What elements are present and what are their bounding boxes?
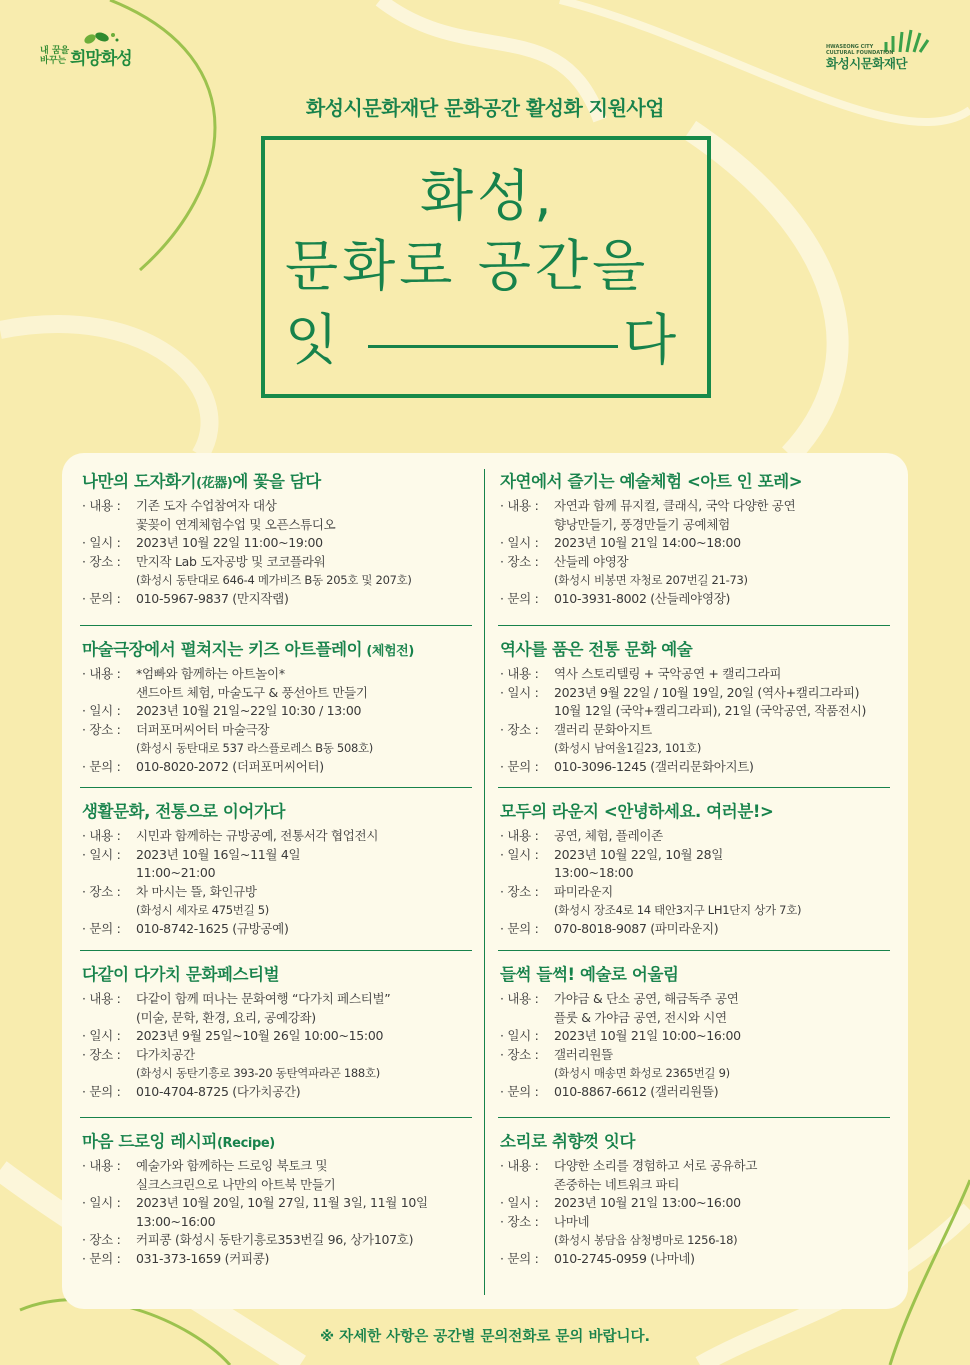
program-address: (화성시 세자로 475번길 5) (136, 903, 269, 917)
program-detail-row: · 장소 :나마네 (500, 1213, 590, 1229)
program-title: 생활문화, 전통으로 이어가다 (82, 802, 286, 821)
section-divider (498, 950, 890, 951)
program-detail-row: · 일시 :2023년 10월 21일~22일 10:30 / 13:00 (82, 703, 362, 718)
program-detail-row: · 일시 :2023년 10월 16일~11월 4일 (82, 846, 301, 862)
page-subtitle: 화성시문화재단 문화공간 활성화 지원사업 (305, 96, 665, 120)
program-detail-row: · 내용 :자연과 함께 뮤지컬, 클래식, 국악 다양한 공연 (500, 498, 796, 513)
program-detail-row: · 장소 :더퍼포머씨어터 마술극장 (82, 721, 270, 737)
program-detail-row: · 문의 :010-2745-0959 (나마네) (500, 1250, 695, 1266)
program-detail-continuation: 향낭만들기, 풍경만들기 공예체험 (554, 516, 730, 532)
program-detail-continuation: 11:00~21:00 (136, 865, 216, 880)
program-detail-row: · 일시 :2023년 10월 20일, 10월 27일, 11월 3일, 11월 10일 (82, 1195, 428, 1210)
program-detail-continuation: 존중하는 네트워크 파티 (554, 1176, 680, 1192)
program-detail-row: · 내용 :다같이 함께 떠나는 문화여행 “다가치 페스티벌” (82, 991, 391, 1006)
hope-hwaseong-logo (40, 30, 136, 70)
program-title: 자연에서 즐기는 예술체험 <아트 인 포레> (500, 472, 803, 491)
section-divider (80, 625, 472, 626)
program-card (82, 797, 487, 938)
program-detail-row: · 내용 :공연, 체험, 플레이존 (500, 828, 663, 843)
program-detail-row: · 내용 :역사 스토리텔링 + 국악공연 + 캘리그라피 (500, 666, 782, 681)
program-card (500, 960, 905, 1101)
program-detail-row: · 일시 :2023년 10월 22일, 10월 28일 (500, 846, 724, 862)
program-detail-row: · 문의 :010-5967-9837 (만지작랩) (82, 590, 289, 606)
program-card (500, 635, 905, 776)
program-detail-continuation: (미술, 문학, 환경, 요리, 공예강좌) (136, 1009, 316, 1025)
program-detail-row: · 장소 :만지작 Lab 도자공방 및 코코플라워 (82, 553, 326, 569)
program-address: (화성시 매송면 화성로 2365번길 9) (554, 1066, 730, 1080)
program-address: (화성시 비봉면 자청로 207번길 21-73) (554, 573, 748, 587)
program-detail-row: · 일시 :2023년 10월 21일 13:00~16:00 (500, 1195, 741, 1210)
program-detail-continuation: 꽃꽂이 연계체험수업 및 오픈스튜디오 (136, 516, 336, 532)
program-detail-continuation: 실크스크린으로 나만의 아트북 만들기 (136, 1176, 336, 1192)
program-card (82, 960, 487, 1101)
program-detail-row: · 내용 :시민과 함께하는 규방공예, 전통서각 협업전시 (82, 828, 379, 843)
program-detail-row: · 일시 :2023년 10월 21일 14:00~18:00 (500, 535, 741, 550)
logo-right-name: 화성시문화재단 (826, 56, 908, 71)
program-card (500, 467, 905, 608)
program-detail-continuation: 플룻 & 가야금 공연, 전시와 시연 (554, 1009, 727, 1025)
program-address: (화성시 장조4로 14 태안3지구 LH1단지 상가 7호) (554, 903, 802, 917)
program-detail-row: · 문의 :031-373-1659 (커피콩) (82, 1250, 270, 1266)
title-line-3-right: 다 (623, 308, 681, 372)
program-detail-continuation: 10월 12일 (국악+캘리그라피), 21일 (국악공연, 작품전시) (554, 703, 867, 718)
program-detail-row: · 일시 :2023년 10월 21일 10:00~16:00 (500, 1028, 741, 1043)
logo-left-tagline: 내 꿈을 바꾸는 (40, 46, 70, 66)
logo-left-name: 희망화성 (70, 49, 132, 69)
section-divider (498, 787, 890, 788)
program-address: (화성시 봉담읍 삼청병마로 1256-18) (554, 1233, 738, 1247)
program-detail-row: · 일시 :2023년 10월 22일 11:00~19:00 (82, 535, 323, 550)
title-line-2: 문화로 공간을 (285, 234, 650, 298)
program-detail-row: · 내용 :가야금 & 단소 공연, 해금독주 공연 (500, 991, 739, 1006)
section-divider (498, 625, 890, 626)
program-detail-row: · 문의 :010-3096-1245 (갤러리문화아지트) (500, 758, 754, 774)
title-dash-line (368, 345, 618, 348)
program-detail-row: · 문의 :010-8867-6612 (갤러리원뜰) (500, 1083, 719, 1099)
program-title: 소리로 취향껏 잇다 (500, 1132, 636, 1151)
program-detail-row: · 장소 :차 마시는 뜰, 화인규방 (82, 883, 257, 899)
program-detail-row: · 장소 :산들레 야영장 (500, 553, 629, 569)
section-divider (498, 1117, 890, 1118)
program-detail-row: · 문의 :010-3931-8002 (산들레야영장) (500, 590, 731, 606)
program-title: 들썩 들썩! 예술로 어울림 (500, 965, 679, 984)
program-detail-row: · 일시 :2023년 9월 22일 / 10월 19일, 20일 (역사+캘리그라피) (500, 684, 860, 700)
footer-note: ※ 자세한 사항은 공간별 문의전화로 문의 바랍니다. (319, 1329, 651, 1345)
program-detail-row: · 내용 :예술가와 함께하는 드로잉 북토크 및 (82, 1158, 328, 1173)
programs-panel (62, 453, 908, 1309)
program-detail-row: · 내용 :*엄빠와 함께하는 아트놀이* (82, 666, 285, 681)
title-line-1: 화성, (420, 164, 556, 228)
program-card (82, 467, 487, 608)
program-detail-row: · 장소 :커피콩 (화성시 동탄기흥로353번길 96, 상가107호) (82, 1232, 414, 1247)
program-card (82, 1127, 487, 1268)
program-address: (화성시 동탄대로 537 라스플로레스 B동 508호) (136, 741, 373, 755)
program-title: 마음 드로잉 레시피(Recipe) (82, 1132, 275, 1151)
program-detail-row: · 장소 :다가치공간 (82, 1046, 195, 1062)
program-detail-continuation: 13:00~18:00 (554, 865, 634, 880)
program-card (500, 1127, 905, 1268)
program-detail-row: · 문의 :010-8742-1625 (규방공예) (82, 920, 289, 936)
section-divider (80, 950, 472, 951)
logo-right-english: HWASEONG CITY CULTURAL FOUNDATION (826, 44, 894, 56)
program-detail-continuation: 13:00~16:00 (136, 1213, 216, 1229)
program-detail-row: · 내용 :기존 도자 수업참여자 대상 (82, 498, 277, 513)
program-card (82, 635, 487, 776)
program-title: 역사를 품은 전통 문화 예술 (500, 640, 693, 659)
program-address: (화성시 남여울1길23, 101호) (554, 741, 702, 755)
program-detail-row: · 내용 :다양한 소리를 경험하고 서로 공유하고 (500, 1158, 758, 1173)
program-card (500, 797, 905, 938)
section-divider (80, 1117, 472, 1118)
program-detail-row: · 문의 :070-8018-9087 (파미라운지) (500, 920, 719, 936)
program-detail-row: · 문의 :010-4704-8725 (다가치공간) (82, 1083, 301, 1099)
program-address: (화성시 동탄기흥로 393-20 동탄역파라곤 188호) (136, 1066, 380, 1080)
program-detail-continuation: 샌드아트 체험, 마술도구 & 풍선아트 만들기 (136, 684, 368, 700)
program-detail-row: · 장소 :파미라운지 (500, 883, 613, 899)
title-line-3-left: 잇 (285, 308, 343, 372)
program-detail-row: · 장소 :갤러리원뜰 (500, 1046, 613, 1062)
title-box (261, 136, 711, 398)
program-title: 다같이 다가치 문화페스티벌 (82, 965, 280, 984)
program-address: (화성시 동탄대로 646-4 메가비즈 B동 205호 및 207호) (136, 573, 412, 587)
section-divider (80, 787, 472, 788)
program-detail-row: · 장소 :갤러리 문화아지트 (500, 721, 652, 737)
program-title: 마술극장에서 펼쳐지는 키즈 아트플레이 (체험전) (82, 640, 414, 659)
program-detail-row: · 일시 :2023년 9월 25일~10월 26일 10:00~15:00 (82, 1028, 384, 1043)
program-title: 나만의 도자화기(花器)에 꽃을 담다 (82, 472, 321, 491)
program-detail-row: · 문의 :010-8020-2072 (더퍼포머씨어터) (82, 758, 324, 774)
foundation-logo (826, 28, 936, 72)
program-title: 모두의 라운지 <안녕하세요. 여러분!> (500, 802, 774, 821)
